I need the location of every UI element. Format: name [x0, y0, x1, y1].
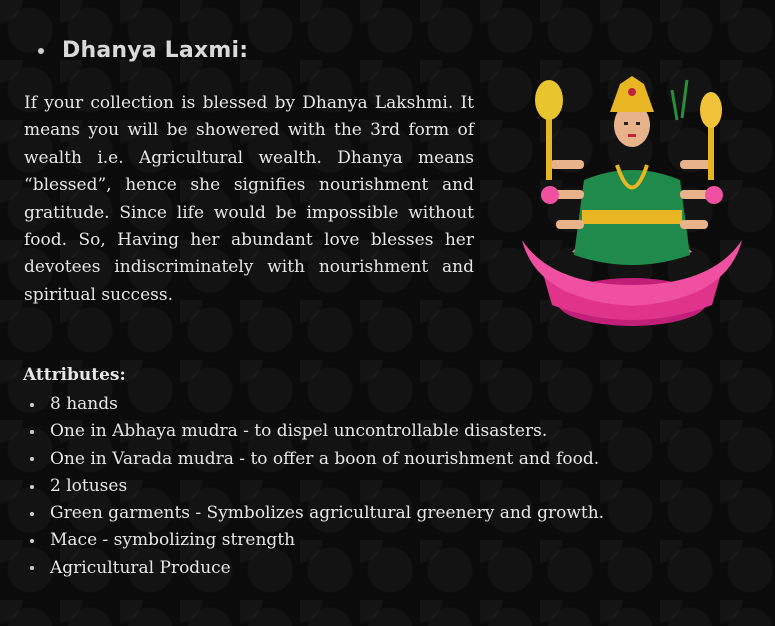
description-paragraph: If your collection is blessed by Dhanya Lakshmi. It means you will be showered with the 3rd form of wealth i.e. Agricultural wealth. Dhanya means “blessed”, hence she signifies nourishment and gratitude. Since life would be impossible without food. So, Having her abundant love blesses her devotees indiscriminately with nourishment and spiritual success. [24, 93, 474, 305]
bullet-icon [30, 512, 34, 516]
attributes-title: Attributes: [23, 365, 126, 385]
list-item: Mace - symbolizing strength [30, 527, 604, 554]
bullet-icon [30, 566, 34, 570]
bullet-icon [30, 430, 34, 434]
bullet-icon [30, 485, 34, 489]
bullet-icon [30, 403, 34, 407]
list-item: 8 hands [30, 391, 604, 418]
list-item: Green garments - Symbolizes agricultural greenery and growth. [30, 500, 604, 527]
list-item: One in Abhaya mudra - to dispel uncontrollable disasters. [30, 418, 604, 445]
heading-title: Dhanya Laxmi: [62, 38, 249, 63]
section-heading [38, 38, 248, 63]
bullet-icon [30, 457, 34, 461]
list-item: 2 lotuses [30, 473, 604, 500]
list-item: Agricultural Produce [30, 555, 604, 582]
list-item: One in Varada mudra - to offer a boon of nourishment and food. [30, 446, 604, 473]
bullet-icon [38, 48, 44, 54]
attributes-list [30, 391, 604, 582]
goddess-lotus-illustration-icon [512, 70, 752, 335]
bullet-icon [30, 539, 34, 543]
